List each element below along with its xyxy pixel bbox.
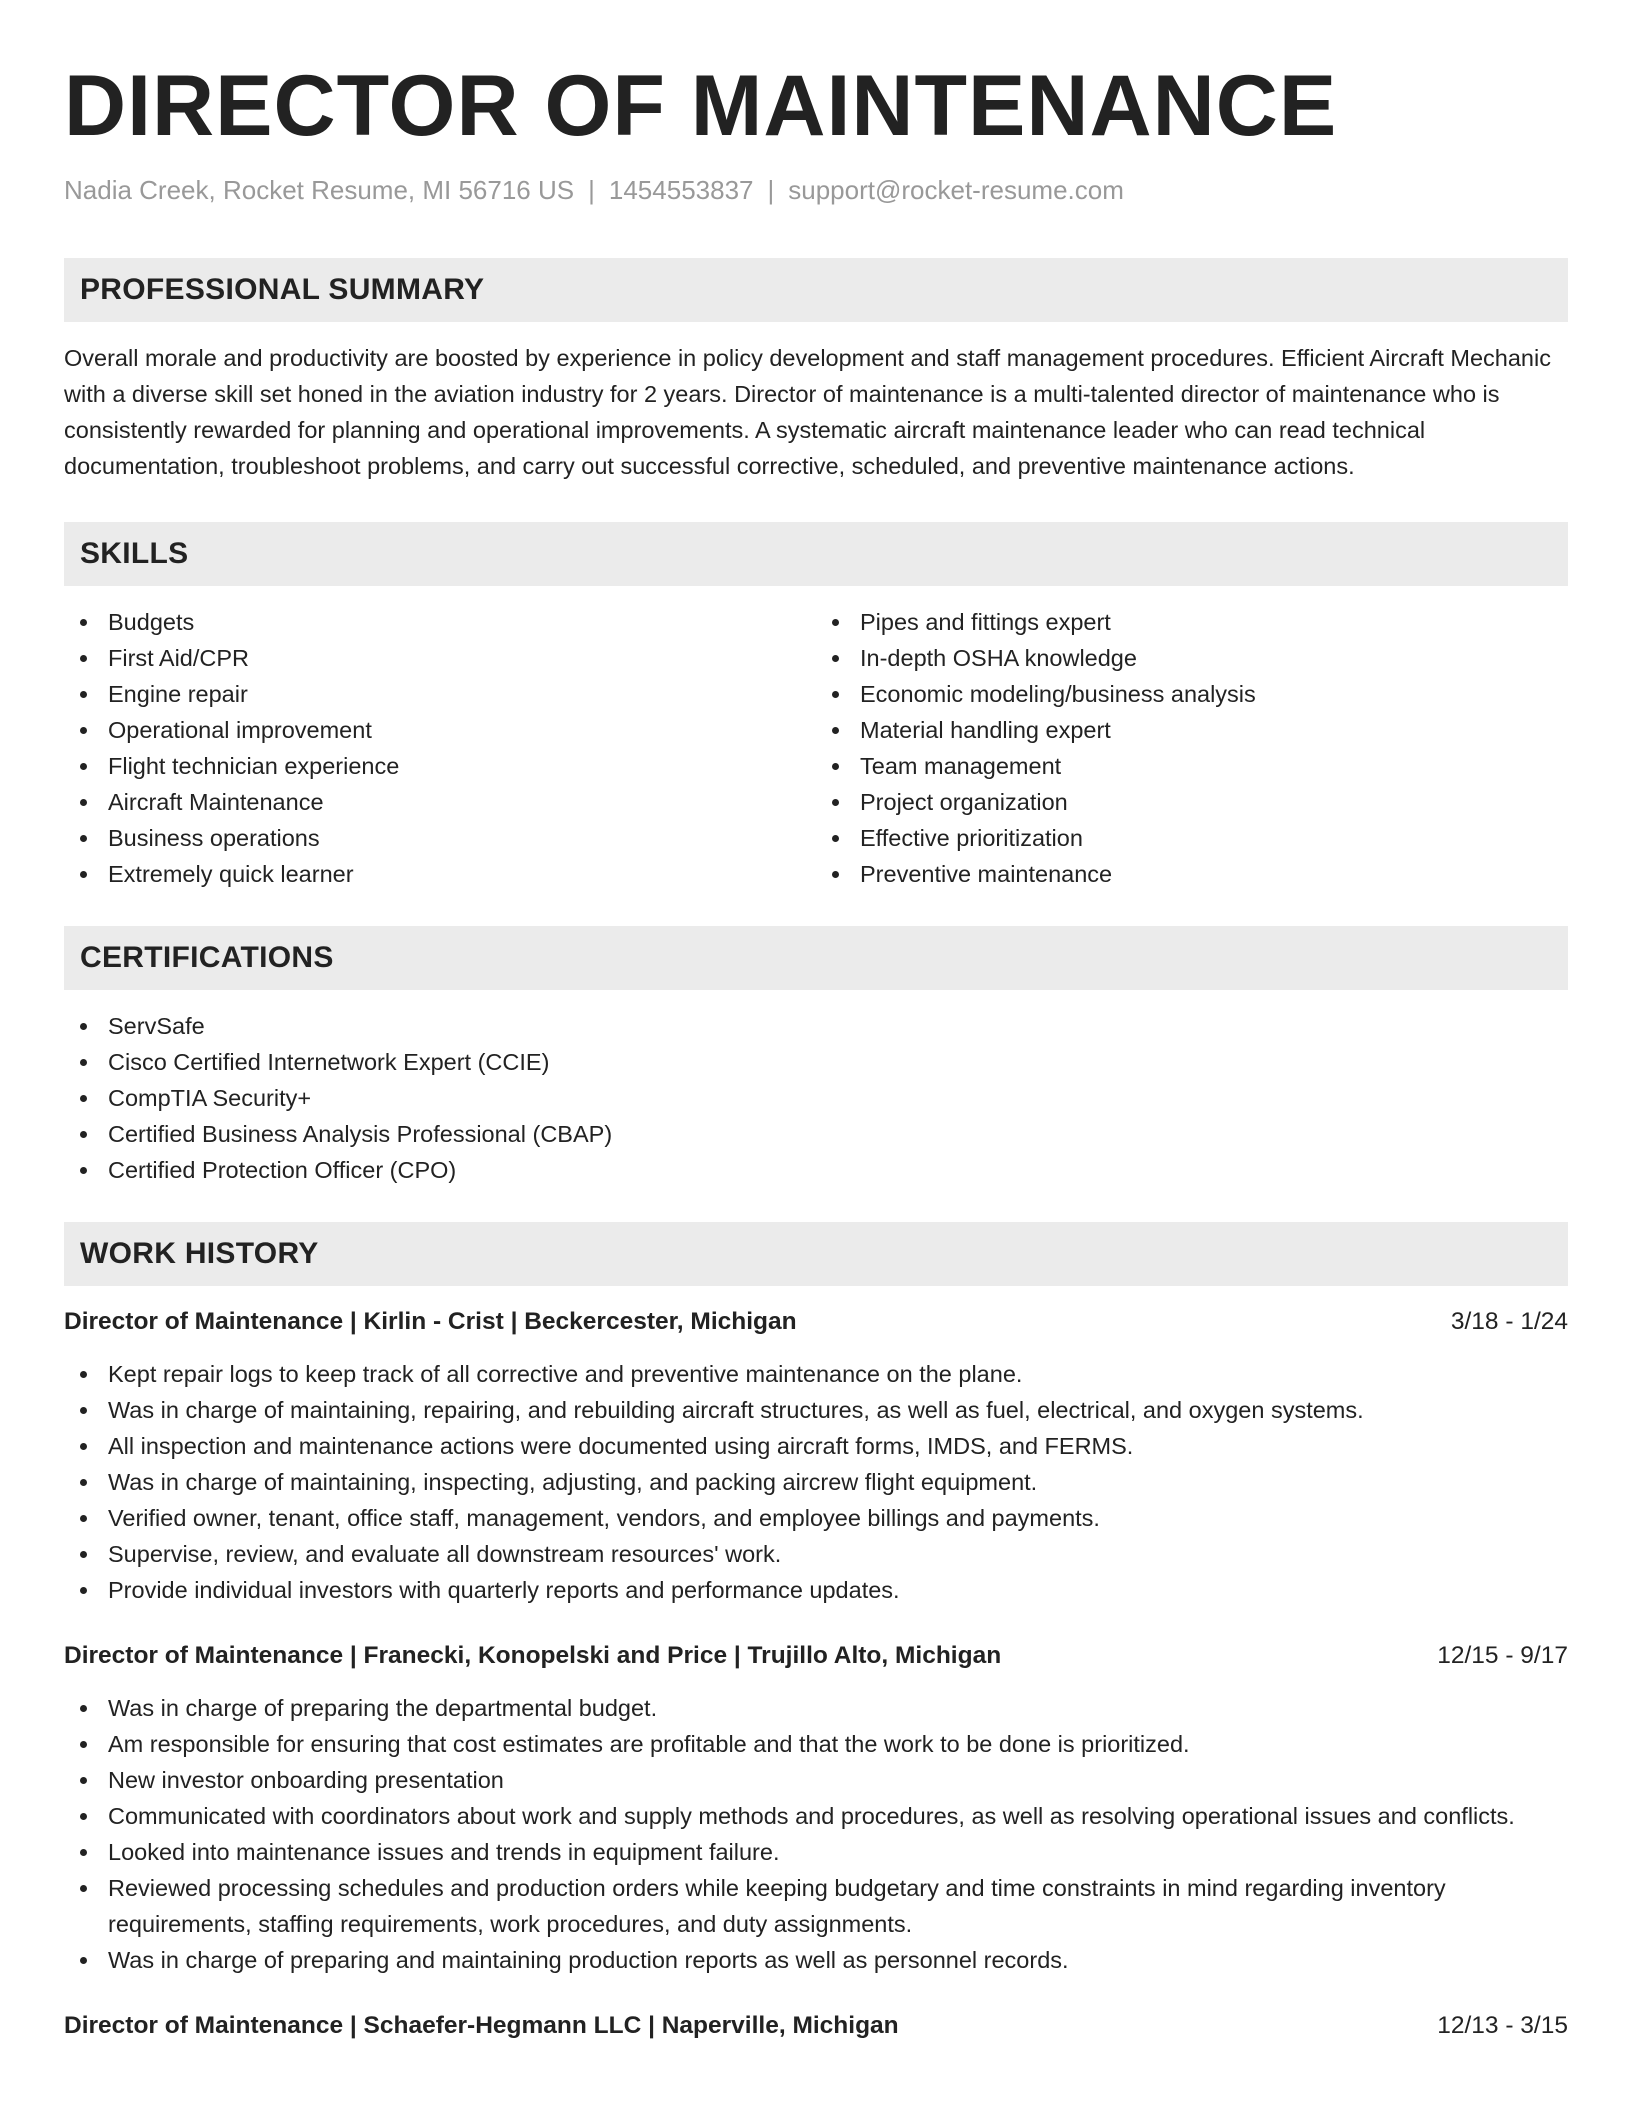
job-bullet: Am responsible for ensuring that cost estimates are profitable and that the work to be done is prioritized. [64,1726,1568,1762]
skill-item: Flight technician experience [64,748,816,784]
skill-item: First Aid/CPR [64,640,816,676]
job-header [64,2008,1568,2044]
job-bullet: Communicated with coordinators about work and supply methods and procedures, as well as resolving operational issues and conflicts. [64,1798,1568,1834]
skill-item: Project organization [816,784,1568,820]
skill-item: In-depth OSHA knowledge [816,640,1568,676]
skills-right-column [816,604,1568,892]
job-bullet: All inspection and maintenance actions were documented using aircraft forms, IMDS, and FERMS. [64,1428,1568,1464]
job-bullet: Was in charge of preparing and maintaining production reports as well as personnel records. [64,1942,1568,1978]
job-title: Director of Maintenance | Franecki, Konopelski and Price | Trujillo Alto, Michigan [64,1642,1002,1669]
job-entry [64,1638,1568,1978]
contact-separator: | [767,175,775,205]
certifications-list [64,1008,1568,1188]
certification-item: ServSafe [64,1008,1568,1044]
contact-separator: | [588,175,595,205]
job-header [64,1638,1568,1674]
certification-item: CompTIA Security+ [64,1080,1568,1116]
resume-title: DIRECTOR OF MAINTENANCE [64,58,1338,154]
skill-item: Team management [816,748,1568,784]
job-bullets [64,1356,1568,1608]
skill-item: Aircraft Maintenance [64,784,816,820]
contact-phone: 1454553837 [608,175,754,205]
certification-item: Certified Business Analysis Professional (CBAP) [64,1116,1568,1152]
certification-item: Certified Protection Officer (CPO) [64,1152,1568,1188]
summary-text: Overall morale and productivity are boosted by experience in policy development and staff management procedures. Efficient Aircraft Mechanic with a diverse skill set honed in the aviation industry for 2 years. Director of maintenance is a multi-talented director of maintenance who is consistently rewarded for planning and operational improvements. A systematic aircraft maintenance leader who can read technical documentation, troubleshoot problems, and carry out successful corrective, scheduled, and preventive maintenance actions. [64,345,1551,479]
job-bullet: Was in charge of maintaining, inspecting, adjusting, and packing aircrew flight equipment. [64,1464,1568,1500]
skill-item: Budgets [64,604,816,640]
skill-item: Operational improvement [64,712,816,748]
skill-item: Economic modeling/business analysis [816,676,1568,712]
skill-item: Business operations [64,820,816,856]
skill-item: Effective prioritization [816,820,1568,856]
skills-heading: SKILLS [64,522,1568,586]
skills-list [64,604,1568,892]
contact-line [64,174,1568,206]
job-bullet: Looked into maintenance issues and trends in equipment failure. [64,1834,1568,1870]
job-entry [64,2008,1568,2044]
skill-item: Extremely quick learner [64,856,816,892]
job-title: Director of Maintenance | Kirlin - Crist | Beckercester, Michigan [64,1308,797,1335]
job-bullet: Kept repair logs to keep track of all corrective and preventive maintenance on the plane. [64,1356,1568,1392]
contact-address: Nadia Creek, Rocket Resume, MI 56716 US [64,175,575,205]
skill-item: Material handling expert [816,712,1568,748]
job-bullets [64,1690,1568,1978]
job-dates: 12/15 - 9/17 [1437,1642,1568,1669]
job-bullet: Was in charge of maintaining, repairing, and rebuilding aircraft structures, as well as fuel, electrical, and oxygen systems. [64,1392,1568,1428]
job-bullet: New investor onboarding presentation [64,1762,1568,1798]
job-bullet: Verified owner, tenant, office staff, management, vendors, and employee billings and payments. [64,1500,1568,1536]
job-entry [64,1304,1568,1608]
skill-item: Pipes and fittings expert [816,604,1568,640]
job-bullet: Reviewed processing schedules and production orders while keeping budgetary and time constraints in mind regarding inventory requirements, staffing requirements, work procedures, and duty assignments. [64,1870,1568,1942]
job-bullet: Supervise, review, and evaluate all downstream resources' work. [64,1536,1568,1572]
skill-item: Engine repair [64,676,816,712]
job-bullet: Was in charge of preparing the departmental budget. [64,1690,1568,1726]
job-title: Director of Maintenance | Schaefer-Hegmann LLC | Naperville, Michigan [64,2012,899,2039]
job-dates: 12/13 - 3/15 [1437,2012,1568,2039]
work-history-heading: WORK HISTORY [64,1222,1568,1286]
job-bullet: Provide individual investors with quarterly reports and performance updates. [64,1572,1568,1608]
summary-heading: PROFESSIONAL SUMMARY [64,258,1568,322]
contact-email: support@rocket-resume.com [788,175,1124,205]
job-dates: 3/18 - 1/24 [1450,1308,1568,1335]
skill-item: Preventive maintenance [816,856,1568,892]
skills-left-column [64,604,816,892]
job-header [64,1304,1568,1340]
certification-item: Cisco Certified Internetwork Expert (CCIE) [64,1044,1568,1080]
certifications-heading: CERTIFICATIONS [64,926,1568,990]
